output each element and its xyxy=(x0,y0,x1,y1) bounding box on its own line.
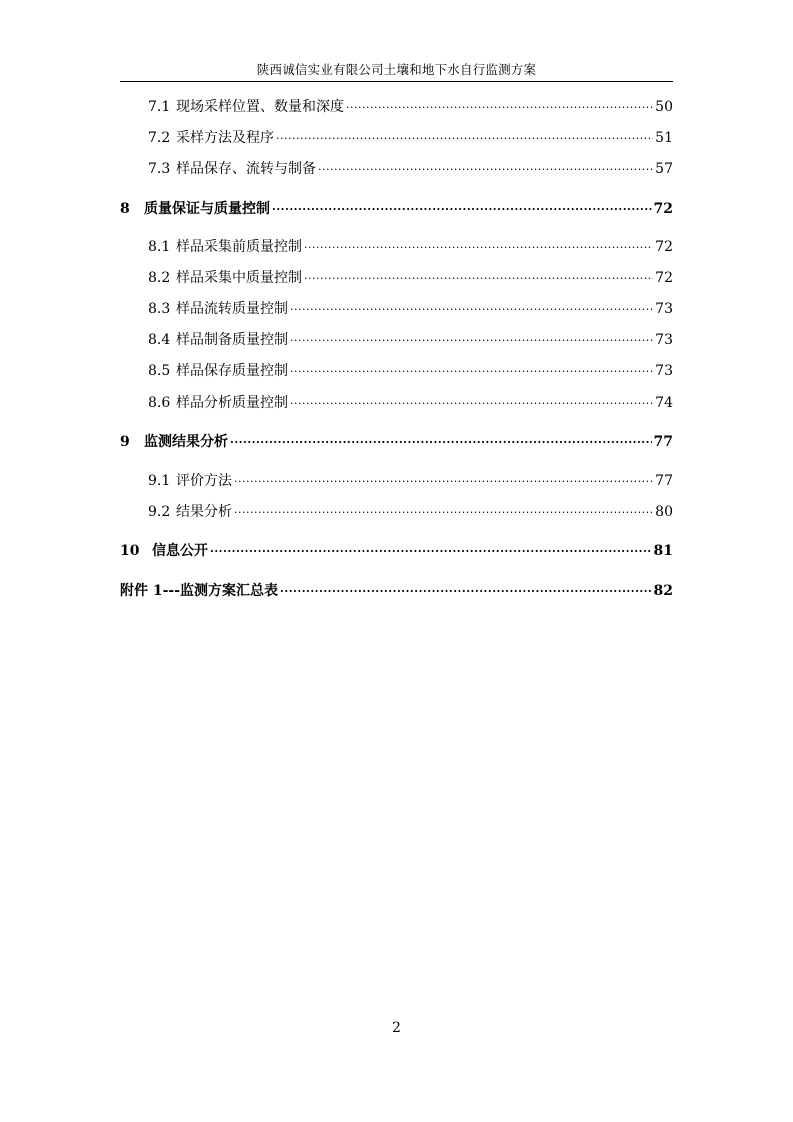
toc-entry-9[interactable] xyxy=(120,432,673,452)
dot-leader xyxy=(280,578,651,599)
toc-entry-page: 81 xyxy=(653,543,673,559)
toc-entry-8-3[interactable] xyxy=(148,299,673,319)
header-divider xyxy=(120,81,673,82)
toc-entry-title: 质量保证与质量控制 xyxy=(144,201,270,217)
toc-entry-title: 采样方法及程序 xyxy=(176,130,274,146)
dot-leader xyxy=(304,234,653,255)
toc-entry-title: 监测结果分析 xyxy=(144,434,228,450)
dot-leader xyxy=(234,468,653,489)
running-header: 陕西诚信实业有限公司土壤和地下水自行监测方案 xyxy=(256,62,537,77)
toc-entry-appendix-1[interactable] xyxy=(120,581,673,601)
toc-entry-title: 样品分析质量控制 xyxy=(176,395,288,411)
toc-entry-number: 7.3 xyxy=(148,161,171,177)
dot-leader xyxy=(290,296,653,317)
dot-leader xyxy=(318,156,653,177)
toc-entry-title: 评价方法 xyxy=(176,473,232,489)
toc-entry-number: 9.1 xyxy=(148,473,171,489)
toc-entry-title: 样品采集前质量控制 xyxy=(176,239,302,255)
toc-entry-8-4[interactable] xyxy=(148,330,673,350)
toc-entry-number: 7.2 xyxy=(148,130,171,146)
toc-entry-title: 结果分析 xyxy=(176,504,232,520)
toc-entry-page: 77 xyxy=(653,434,673,450)
toc-entry-7-3[interactable] xyxy=(148,159,673,179)
toc-entry-number: 8.4 xyxy=(148,332,171,348)
toc-entry-number: 8 xyxy=(120,201,130,217)
toc-entry-number: 8.2 xyxy=(148,270,171,286)
dot-leader xyxy=(230,429,652,450)
dot-leader xyxy=(272,196,652,217)
toc-entry-page: 73 xyxy=(655,301,673,317)
toc-entry-number: 8.3 xyxy=(148,301,171,317)
dot-leader xyxy=(304,265,653,286)
toc-entry-title: 样品保存、流转与制备 xyxy=(176,161,316,177)
toc-entry-7-2[interactable] xyxy=(148,128,673,148)
toc-entry-10[interactable] xyxy=(120,541,673,561)
toc-entry-8-5[interactable] xyxy=(148,361,673,381)
dot-leader xyxy=(346,94,653,115)
toc-entry-page: 82 xyxy=(653,583,673,599)
toc-entry-number: 8.6 xyxy=(148,395,171,411)
toc-entry-page: 72 xyxy=(655,239,673,255)
dot-leader xyxy=(234,499,653,520)
toc-entry-page: 74 xyxy=(655,395,673,411)
dot-leader xyxy=(210,538,652,559)
toc-entry-8-6[interactable] xyxy=(148,393,673,413)
toc-entry-7-1[interactable] xyxy=(148,97,673,117)
toc-entry-8-2[interactable] xyxy=(148,268,673,288)
toc-entry-number: 8.1 xyxy=(148,239,171,255)
toc-entry-9-2[interactable] xyxy=(148,502,673,522)
toc-entry-number: 10 xyxy=(120,543,140,559)
toc-entry-9-1[interactable] xyxy=(148,471,673,491)
page-number: 2 xyxy=(392,1020,401,1036)
toc-entry-page: 72 xyxy=(653,201,673,217)
toc-entry-title: 样品保存质量控制 xyxy=(176,363,288,379)
toc-entry-page: 72 xyxy=(655,270,673,286)
toc-entry-title: 样品流转质量控制 xyxy=(176,301,288,317)
toc-entry-page: 77 xyxy=(655,473,673,489)
toc-entry-page: 51 xyxy=(655,130,673,146)
toc-entry-page: 73 xyxy=(655,363,673,379)
toc-entry-page: 50 xyxy=(655,99,673,115)
toc-entry-title: 信息公开 xyxy=(152,543,208,559)
dot-leader xyxy=(290,327,653,348)
toc-entry-number: 9.2 xyxy=(148,504,171,520)
toc-entry-8[interactable] xyxy=(120,199,673,219)
toc-entry-8-1[interactable] xyxy=(148,237,673,257)
toc-entry-page: 57 xyxy=(655,161,673,177)
toc-entry-number: 9 xyxy=(120,434,130,450)
toc-entry-number: 8.5 xyxy=(148,363,171,379)
toc-entry-page: 80 xyxy=(655,504,673,520)
toc-entry-page: 73 xyxy=(655,332,673,348)
dot-leader xyxy=(290,358,653,379)
toc-entry-title: 样品采集中质量控制 xyxy=(176,270,302,286)
dot-leader xyxy=(276,125,653,146)
dot-leader xyxy=(290,390,653,411)
toc-entry-number: 7.1 xyxy=(148,99,171,115)
toc-entry-title: 现场采样位置、数量和深度 xyxy=(176,99,344,115)
toc-entry-title: 样品制备质量控制 xyxy=(176,332,288,348)
toc-entry-title: 附件 1---监测方案汇总表 xyxy=(120,583,279,599)
